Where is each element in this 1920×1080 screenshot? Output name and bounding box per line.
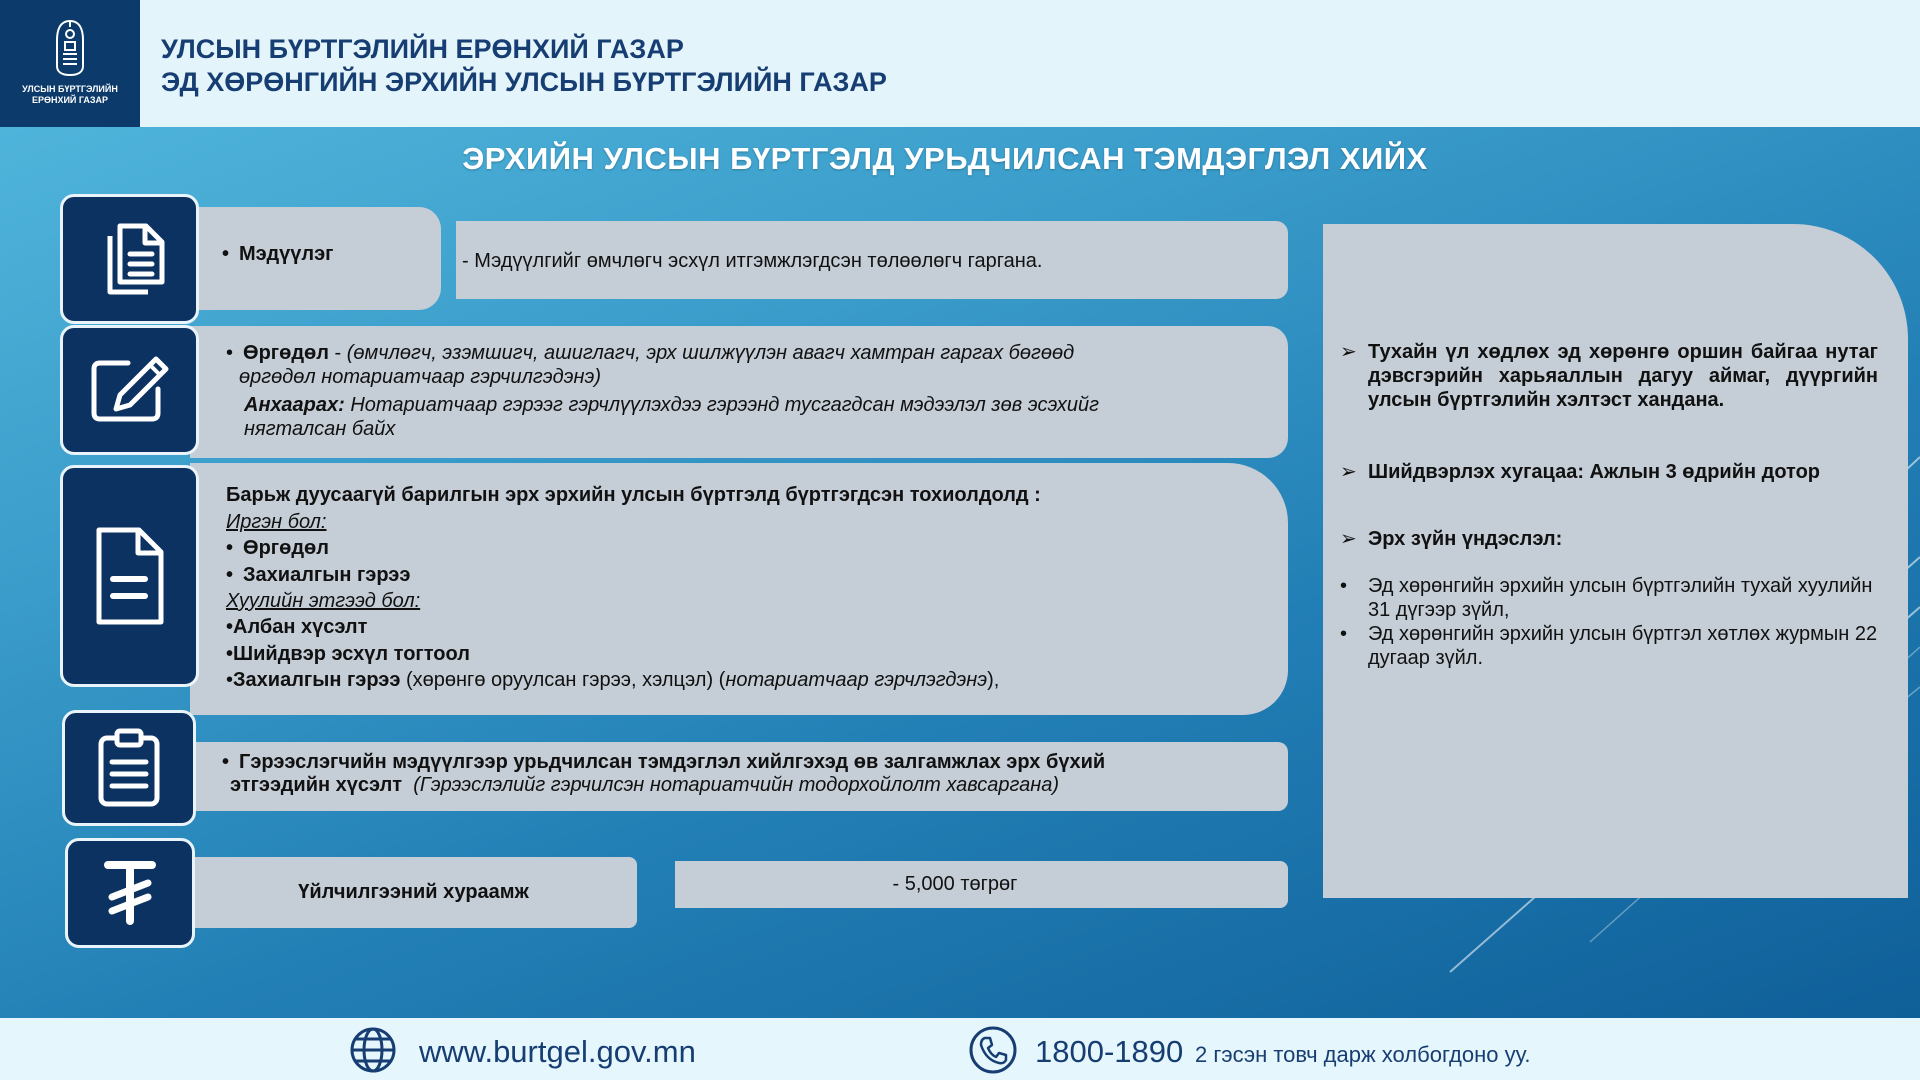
entity-label: Хуулийн этгээд бол: [226,590,421,612]
attention-text: Нотариатчаар гэрээг гэрчлүүлэхдээ гэрээнд тусгагдсан мэдээлэл зөв эсэхийг [344,394,1100,416]
application-label-panel: • Мэдүүлэг [190,207,441,310]
arrow-bullet-icon: ➢ [1340,461,1357,483]
fee-label-panel [190,857,637,928]
petition-label: Өргөдөл [243,342,329,364]
heir-request-panel: • Гэрээслэгчийн мэдүүлгээр урьдчилсан тэмдэглэл хийлгэхэд өв залгамжлах эрх бүхий этгээдийн хүсэлт (Гэрээслэлийг гэрчилсэн нотариатчийн тодорхойлолт хавсаргана) [190,742,1288,811]
logo-text: УЛСЫН БҮРТГЭЛИЙН ЕРӨНХИЙ ГАЗАР [22,84,118,105]
law-item: • Эд хөрөнгийн эрхийн улсын бүртгэлийн тухай хуулийн 31 дүгээр зүйл, [1340,575,1873,621]
application-label: Мэдүүлэг [239,243,334,265]
logo[interactable] [0,0,140,127]
fee-value: - 5,000 төгрөг [892,873,1018,895]
attention-label: Анхаарах: [244,394,345,416]
citizen-item-contract: Захиалгын гэрээ [243,564,411,586]
info-item-office: ➢ Тухайн үл хөдлөх эд хөрөнгө оршин байгаа нутаг дэвсгэрийн харьяаллын дагуу аймаг, дүүргийн улсын бүртгэлийн хэлтэст хандана. [1340,341,1878,411]
edit-icon-box [60,325,199,455]
entity-item-decision: Шийдвэр эсхүл тогтоол [233,643,470,665]
unfinished-building-panel: Барьж дуусаагүй барилгын эрх эрхийн улсын бүртгэлд бүртгэгдсэн тохиолдолд : Иргэн бол: • Өргөдөл • Захиалгын гэрээ Хуулийн этгээд бол: •Албан хүсэлт •Шийдвэр эсхүл тогтоол •Захиалгын гэрээ (хөрөнгө оруулсан гэрээ, хэлцэл) (нотариатчаар гэрчлэгдэнэ), [190,463,1288,715]
arrow-bullet-icon: ➢ [1340,528,1357,550]
footer [0,1018,1920,1080]
petition-note: (өмчлөгч, эзэмшигч, ашиглагч, эрх шилжүүлэн авагч хамтран гаргах бөгөөд [346,342,1075,364]
document-copy-icon-box [60,194,199,324]
info-panel [1323,224,1908,898]
org-name-primary: УЛСЫН БҮРТГЭЛИЙН ЕРӨНХИЙ ГАЗАР [161,34,684,64]
emblem-icon [48,18,92,78]
heir-request-line1: Гэрээслэгчийн мэдүүлгээр урьдчилсан тэмдэглэл хийлгэхэд өв залгамжлах эрх бүхий [239,751,1106,773]
tugrik-icon-box [65,838,195,948]
clipboard-icon-box [62,710,196,826]
website-link[interactable]: www.burtgel.gov.mn [419,1034,696,1069]
fee-label: Үйлчилгээний хураамж [298,881,529,903]
phone-number[interactable]: 1800-1890 [1035,1034,1184,1069]
globe-icon [349,1026,397,1074]
page-title: ЭРХИЙН УЛСЫН БҮРТГЭЛД УРЬДЧИЛСАН ТЭМДЭГЛЭЛ ХИЙХ [462,141,1428,176]
entity-item-letter: Албан хүсэлт [233,616,368,638]
edit-icon [90,355,170,425]
heir-request-note: (Гэрээслэлийг гэрчилсэн нотариатчийн тодорхойлолт хавсаргана) [413,774,1060,796]
application-detail-panel [456,221,1288,299]
clipboard-icon [95,728,163,808]
org-name-secondary: ЭД ХӨРӨНГИЙН ЭРХИЙН УЛСЫН БҮРТГЭЛИЙН ГАЗАР [161,67,887,97]
arrow-bullet-icon: ➢ [1340,341,1357,363]
documents-icon [90,218,170,300]
entity-item-contract: •Захиалгын гэрээ (хөрөнгө оруулсан гэрээ, хэлцэл) (нотариатчаар гэрчлэгдэнэ), [226,669,1000,691]
file-icon [93,524,167,628]
petition-note-2: өргөдөл нотариатчаар гэрчилгэдэнэ) [239,366,602,388]
citizen-item-petition: Өргөдөл [243,537,329,559]
tugrik-icon [102,857,158,929]
phone-note: 2 гэсэн товч дарж холбогдоно уу. [1195,1042,1531,1067]
citizen-label: Иргэн бол: [226,511,327,533]
application-detail: - Мэдүүлгийг өмчлөгч эсхүл итгэмжлэгдсэн төлөөлөгч гаргана. [462,250,1043,272]
law-item: • Эд хөрөнгийн эрхийн улсын бүртгэл хөтлөх журмын 22 дугаар зүйл. [1340,623,1878,669]
petition-panel: • Өргөдөл - (өмчлөгч, эзэмшигч, ашиглагч, эрх шилжүүлэн авагч хамтран гаргах бөгөөд өргөдөл нотариатчаар гэрчилгэдэнэ) Анхаарах: Нотариатчаар гэрээг гэрчлүүлэхдээ гэрээнд тусгагдсан мэдээлэл зөв эсэхийг нягталсан байх [190,326,1288,458]
info-item-legal-basis: ➢ Эрх зүйн үндэслэл: [1340,528,1563,550]
file-icon-box [60,465,199,687]
info-item-duration: ➢ Шийдвэрлэх хугацаа: Ажлын 3 өдрийн дотор [1340,461,1821,483]
main-area [0,127,1920,1018]
attention-text-2: нягталсан байх [244,418,396,440]
phone-icon [968,1025,1018,1075]
heir-request-label: этгээдийн хүсэлт [230,774,403,796]
unfinished-heading: Барьж дуусаагүй барилгын эрх эрхийн улсын бүртгэлд бүртгэгдсэн тохиолдолд : [226,484,1041,506]
fee-value-panel [675,861,1288,908]
header [0,0,1920,127]
